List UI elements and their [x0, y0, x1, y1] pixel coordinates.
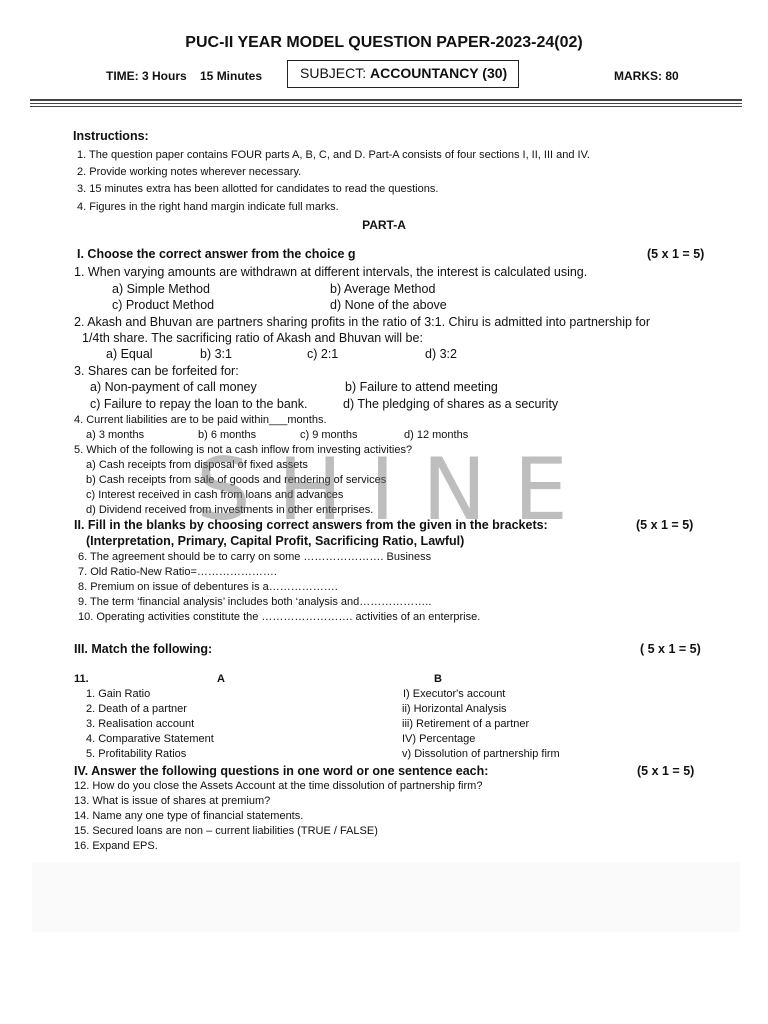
q1-option-a: a) Simple Method	[112, 282, 210, 296]
q3-option-a: a) Non-payment of call money	[90, 380, 257, 394]
q3-option-d: d) The pledging of shares as a security	[343, 397, 559, 411]
q4-option-d: d) 12 months	[404, 429, 469, 441]
fill-blank-item: 7. Old Ratio-New Ratio=………………….	[78, 566, 277, 578]
watermark-letter: E	[513, 440, 576, 540]
question-2-cont: 1/4th share. The sacrificing ratio of Akash and Bhuvan will be:	[82, 331, 423, 345]
question-2: 2. Akash and Bhuvan are partners sharing profits in the ratio of 3:1. Chiru is admitted into partnership for	[74, 315, 651, 329]
q2-option-c: c) 2:1	[307, 347, 339, 361]
short-answer-item: 14. Name any one type of financial statements.	[74, 810, 304, 822]
match-b-item: iii) Retirement of a partner	[402, 718, 530, 730]
short-answer-item: 15. Secured loans are non – current liabilities (TRUE / FALSE)	[74, 825, 378, 837]
section-1-heading: I. Choose the correct answer from the choice g	[77, 247, 356, 261]
instruction-item: 4. Figures in the right hand margin indicate full marks.	[77, 201, 339, 213]
marks-label: MARKS: 80	[614, 69, 679, 83]
watermark-letter: S	[196, 440, 259, 540]
header-divider-top	[30, 99, 742, 101]
section-3-marks: ( 5 x 1 = 5)	[640, 642, 701, 656]
page-shade	[32, 862, 740, 932]
subject-box	[287, 60, 519, 88]
subject-label: SUBJECT:	[300, 65, 371, 81]
q1-option-c: c) Product Method	[112, 298, 215, 312]
paper-title: PUC-II YEAR MODEL QUESTION PAPER-2023-24(02)	[185, 34, 583, 51]
q2-option-b: b) 3:1	[200, 347, 232, 361]
watermark-letter: H	[277, 440, 351, 540]
q5-option-d: d) Dividend received from investments in other enterprises.	[86, 504, 374, 516]
q2-option-d: d) 3:2	[425, 347, 457, 361]
watermark-letter: N	[422, 440, 495, 540]
instruction-item: 1. The question paper contains FOUR parts A, B, C, and D. Part-A consists of four sections I, II, III and IV.	[77, 149, 590, 161]
time-label: TIME: 3 Hours 15 Minutes	[106, 69, 263, 83]
match-column-a-header: A	[217, 673, 225, 685]
short-answer-item: 16. Expand EPS.	[74, 840, 158, 852]
match-b-item: IV) Percentage	[402, 733, 476, 745]
section-3-heading: III. Match the following:	[74, 642, 213, 656]
instruction-item: 2. Provide working notes wherever necessary.	[77, 166, 302, 178]
watermark-letter: I	[369, 440, 403, 540]
match-a-item: 4. Comparative Statement	[86, 733, 214, 745]
section-2-marks: (5 x 1 = 5)	[636, 518, 694, 532]
match-b-item: ii) Horizontal Analysis	[402, 703, 507, 715]
header-divider-bottom	[30, 106, 742, 107]
subject-value: ACCOUNTANCY (30)	[370, 65, 508, 81]
q3-option-c: c) Failure to repay the loan to the bank.	[90, 397, 308, 411]
section-2-heading: II. Fill in the blanks by choosing correct answers from the given in the brackets:	[74, 518, 548, 532]
q1-option-d: d) None of the above	[330, 298, 447, 312]
q5-option-b: b) Cash receipts from sale of goods and rendering of services	[86, 474, 387, 486]
match-column-b-header: B	[434, 673, 442, 685]
q4-option-b: b) 6 months	[198, 429, 257, 441]
q5-option-a: a) Cash receipts from disposal of fixed assets	[86, 459, 308, 471]
match-question-number: 11.	[74, 673, 89, 685]
match-a-item: 3. Realisation account	[86, 718, 195, 730]
match-a-item: 1. Gain Ratio	[86, 688, 151, 700]
fill-blank-item: 8. Premium on issue of debentures is a……………….	[78, 581, 338, 593]
short-answer-item: 12. How do you close the Assets Account at the time dissolution of partnership firm?	[74, 780, 483, 792]
q4-option-a: a) 3 months	[86, 429, 145, 441]
instructions-heading: Instructions:	[73, 129, 149, 143]
question-1: 1. When varying amounts are withdrawn at different intervals, the interest is calculated using.	[74, 265, 588, 279]
section-4-heading: IV. Answer the following questions in one word or one sentence each:	[74, 764, 489, 778]
fill-blank-item: 10. Operating activities constitute the ……………………. activities of an enterprise.	[78, 611, 481, 623]
fill-blank-item: 9. The term ‘financial analysis’ includes both ‘analysis and………………..	[78, 596, 432, 608]
q3-option-b: b) Failure to attend meeting	[345, 380, 498, 394]
match-a-item: 2. Death of a partner	[86, 703, 187, 715]
section-2-choices: (Interpretation, Primary, Capital Profit, Sacrificing Ratio, Lawful)	[86, 534, 465, 548]
instruction-item: 3. 15 minutes extra has been allotted for candidates to read the questions.	[77, 183, 439, 195]
q5-option-c: c) Interest received in cash from loans and advances	[86, 489, 344, 501]
question-5: 5. Which of the following is not a cash inflow from investing activities?	[74, 444, 413, 456]
match-b-item: v) Dissolution of partnership firm	[402, 748, 560, 760]
short-answer-item: 13. What is issue of shares at premium?	[74, 795, 271, 807]
q2-option-a: a) Equal	[106, 347, 153, 361]
match-b-item: I) Executor's account	[403, 688, 506, 700]
q4-option-c: c) 9 months	[300, 429, 358, 441]
fill-blank-item: 6. The agreement should be to carry on some …………………. Business	[78, 551, 432, 563]
question-4: 4. Current liabilities are to be paid within___months.	[74, 414, 327, 426]
part-a-title: PART-A	[362, 218, 406, 232]
question-3: 3. Shares can be forfeited for:	[74, 364, 239, 378]
section-4-marks: (5 x 1 = 5)	[637, 764, 695, 778]
q1-option-b: b) Average Method	[330, 282, 436, 296]
header-divider-mid	[30, 103, 742, 104]
section-1-marks: (5 x 1 = 5)	[647, 247, 705, 261]
match-a-item: 5. Profitability Ratios	[86, 748, 187, 760]
